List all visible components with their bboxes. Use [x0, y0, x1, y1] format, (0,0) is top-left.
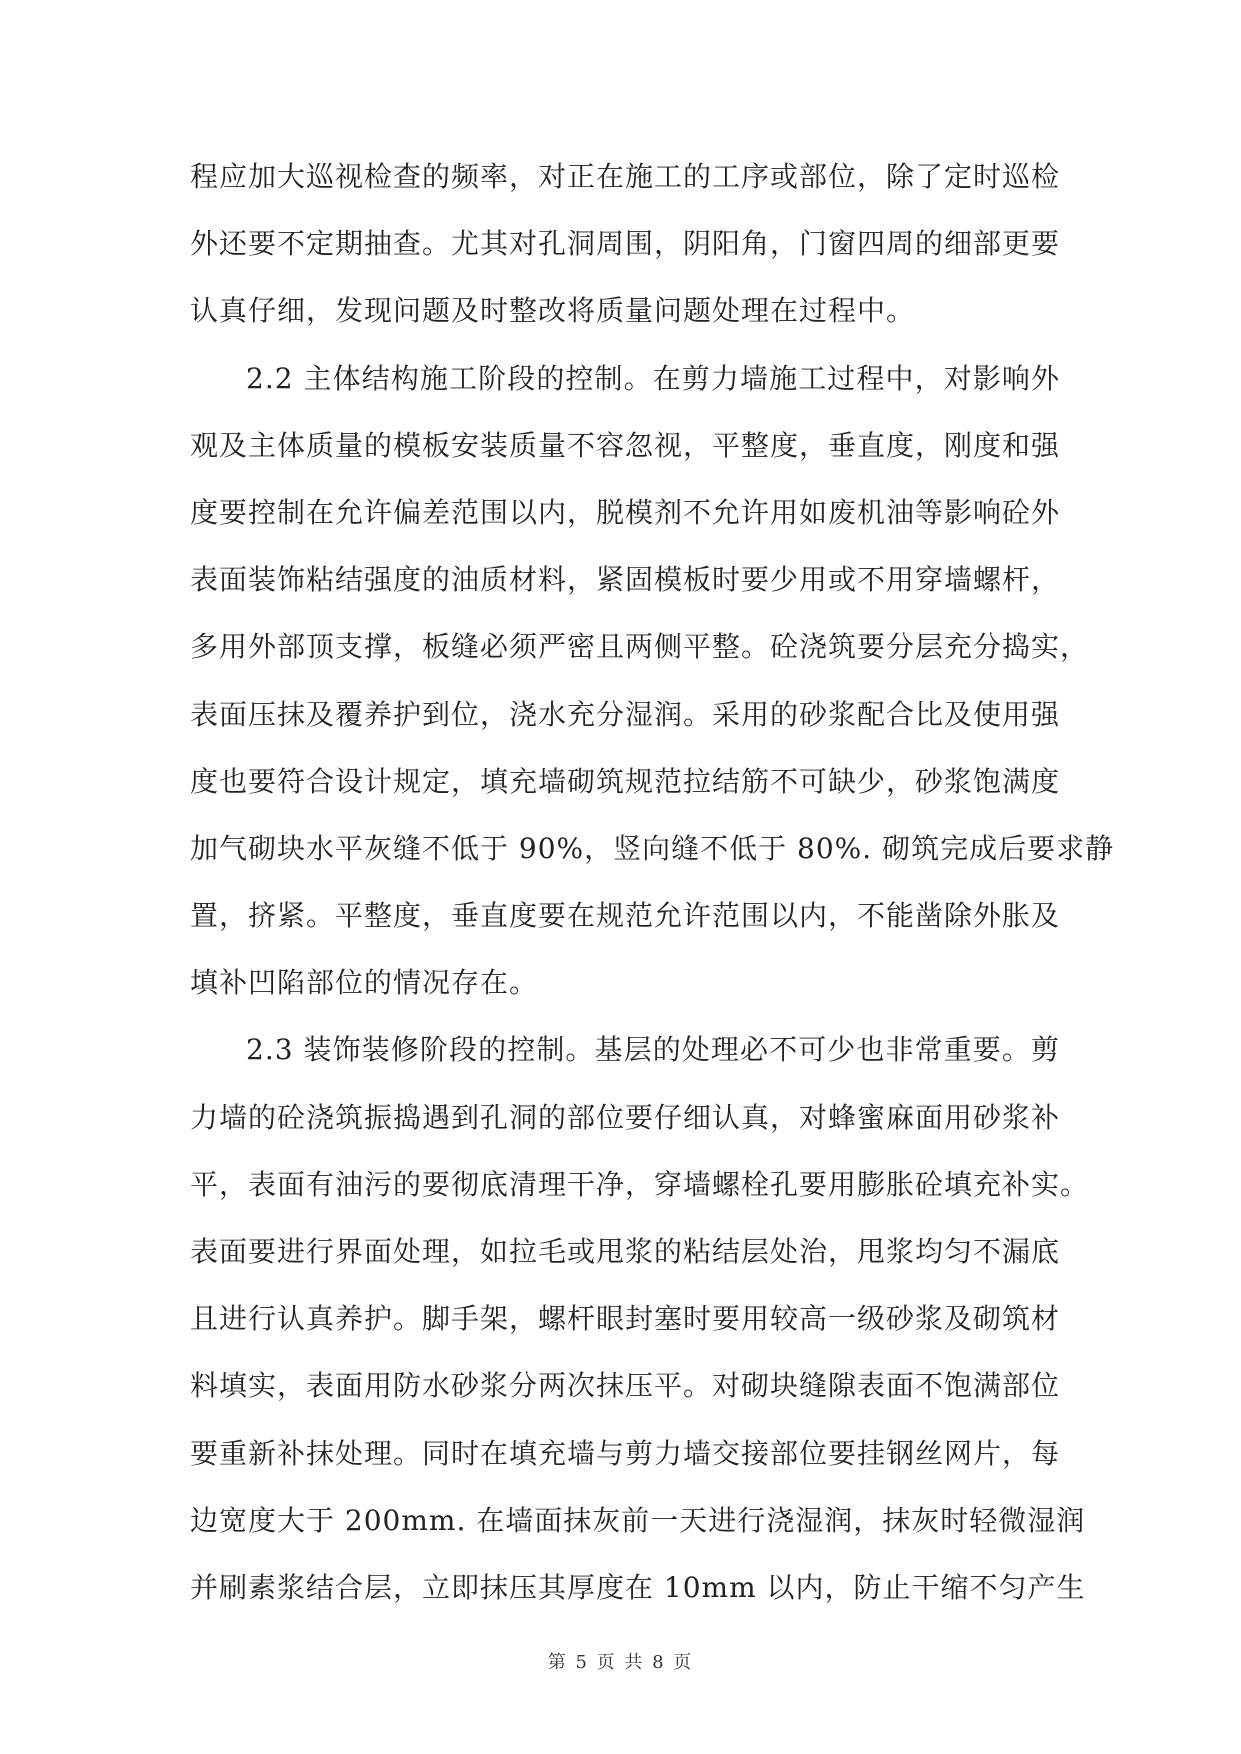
page-number-footer: 第 5 页 共 8 页	[547, 1652, 694, 1673]
text-line: 加气砌块水平灰缝不低于 90%，竖向缝不低于 80%. 砌筑完成后要求静	[190, 831, 1115, 865]
paragraph-start-line: 2.3 装饰装修阶段的控制。基层的处理必不可少也非常重要。剪	[246, 1033, 1060, 1067]
text-line: 程应加大巡视检查的频率，对正在施工的工序或部位，除了定时巡检	[190, 160, 1061, 193]
document-body	[190, 143, 1115, 1621]
text-line: 表面装饰粘结强度的油质材料，紧固模板时要少用或不用穿墙螺杆，	[190, 563, 1061, 597]
text-line: 观及主体质量的模板安装质量不容忽视，平整度，垂直度，刚度和强	[190, 428, 1061, 462]
text-line: 料填实，表面用防水砂浆分两次抹压平。对砌块缝隙表面不饱满部位	[190, 1369, 1061, 1403]
text-line: 认真仔细，发现问题及时整改将质量问题处理在过程中。	[190, 294, 916, 328]
text-line: 边宽度大于 200mm. 在墙面抹灰前一天进行浇湿润，抹灰时轻微湿润	[190, 1503, 1086, 1537]
text-line: 度也要符合设计规定，填充墙砌筑规范拉结筋不可缺少，砂浆饱满度	[190, 764, 1061, 798]
paragraph-start-line: 2.2 主体结构施工阶段的控制。在剪力墙施工过程中，对影响外	[246, 361, 1060, 395]
text-line: 度要控制在允许偏差范围以内，脱模剂不允许用如废机油等影响砼外	[190, 495, 1061, 529]
text-line: 外还要不定期抽查。尤其对孔洞周围，阴阳角，门窗四周的细部更要	[190, 227, 1061, 261]
text-line: 且进行认真养护。脚手架，螺杆眼封塞时要用较高一级砂浆及砌筑材	[190, 1302, 1061, 1336]
text-line: 置，挤紧。平整度，垂直度要在规范允许范围以内，不能凿除外胀及	[190, 899, 1061, 933]
text-line: 表面压抹及覆养护到位，浇水充分湿润。采用的砂浆配合比及使用强	[190, 697, 1061, 731]
text-line: 力墙的砼浇筑振捣遇到孔洞的部位要仔细认真，对蜂蜜麻面用砂浆补	[190, 1100, 1061, 1134]
text-line: 并刷素浆结合层，立即抹压其厚度在 10mm 以内，防止干缩不匀产生	[190, 1570, 1086, 1604]
text-line: 表面要进行界面处理，如拉毛或甩浆的粘结层处治，甩浆均匀不漏底	[190, 1235, 1061, 1268]
text-line: 要重新补抹处理。同时在填充墙与剪力墙交接部位要挂钢丝网片，每	[190, 1436, 1061, 1470]
text-line: 平，表面有油污的要彻底清理干净，穿墙螺栓孔要用膨胀砼填充补实。	[190, 1167, 1090, 1201]
text-line: 多用外部顶支撑，板缝必须严密且两侧平整。砼浇筑要分层充分捣实，	[190, 630, 1090, 664]
text-line: 填补凹陷部位的情况存在。	[190, 966, 539, 1000]
